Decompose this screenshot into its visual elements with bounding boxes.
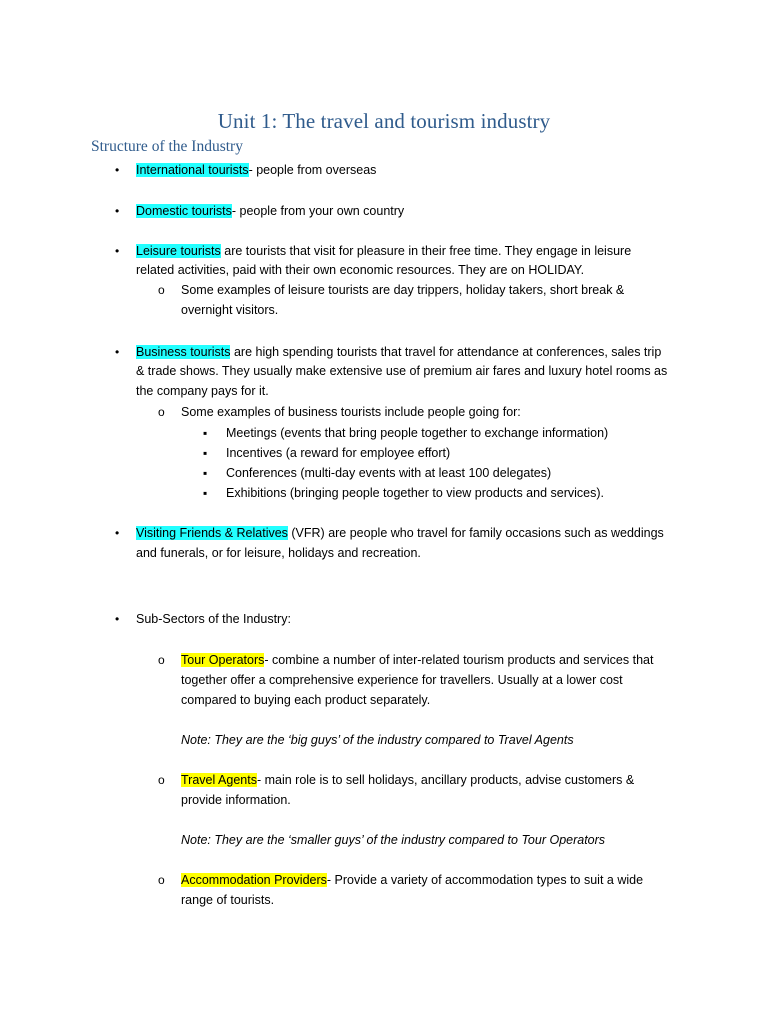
section-heading: Structure of the Industry [91, 138, 243, 155]
item-term: Exhibitions [226, 486, 287, 500]
bullet-marker: • [115, 244, 120, 258]
note-text: Note: They are the ‘big guys’ of the industry compared to Travel Agents [181, 733, 574, 747]
item-text: are high spending tourists that travel for attendance at conferences, sales trip [230, 345, 662, 359]
highlight-term: Domestic tourists [136, 204, 232, 218]
item-text-continued: related activities, paid with their own economic resources. They are on HOLIDAY. [136, 263, 585, 277]
sub-item-accommodation [181, 871, 643, 891]
item-term: Incentives [226, 446, 283, 460]
bullet-marker: • [115, 204, 120, 218]
list-item-meetings [226, 424, 608, 444]
highlight-term: Leisure tourists [136, 244, 221, 258]
sub-item-text-continued: compared to buying each product separately. [181, 693, 431, 707]
list-item-leisure [136, 242, 631, 262]
sub-item-text-continued: together offer a comprehensive experience for travellers. Usually at a lower cost [181, 673, 623, 687]
item-text-continued: & trade shows. They usually make extensive use of premium air fares and luxury hotel rooms as [136, 364, 668, 378]
list-item-business [136, 343, 661, 363]
sub-item-text: Some examples of leisure tourists are day trippers, holiday takers, short break & [181, 283, 625, 297]
square-bullet-marker: ▪ [203, 446, 208, 460]
list-item-conferences [226, 464, 551, 484]
sub-bullet-marker: o [158, 283, 165, 297]
highlight-term: Travel Agents [181, 773, 257, 787]
sub-item-text-continued: provide information. [181, 793, 291, 807]
highlight-term: Visiting Friends & Relatives [136, 526, 288, 540]
item-text: are tourists that visit for pleasure in their free time. They engage in leisure [220, 244, 632, 258]
sub-bullet-marker: o [158, 873, 165, 887]
item-text: (multi-day events with at least 100 delegates) [296, 466, 552, 480]
list-item-vfr [136, 524, 664, 544]
list-item-international [136, 161, 376, 181]
item-term: Meetings [226, 426, 277, 440]
sub-item-travel-agents [181, 771, 634, 791]
square-bullet-marker: ▪ [203, 486, 208, 500]
bullet-marker: • [115, 526, 120, 540]
sub-bullet-marker: o [158, 405, 165, 419]
sub-item-tour-operators [181, 651, 653, 671]
square-bullet-marker: ▪ [203, 426, 208, 440]
item-text: (bringing people together to view products and services). [286, 486, 604, 500]
list-item-incentives [226, 444, 450, 464]
highlight-term: Business tourists [136, 345, 231, 359]
bullet-marker: • [115, 163, 120, 177]
sub-item-text-continued: range of tourists. [181, 893, 275, 907]
item-text-continued: the company pays for it. [136, 384, 269, 398]
item-text: - combine a number of inter-related tourism products and services that [264, 653, 654, 667]
item-term: Conferences [226, 466, 297, 480]
item-text: - main role is to sell holidays, ancillary products, advise customers & [256, 773, 635, 787]
sub-item-text: Some examples of business tourists include people going for: [181, 405, 521, 419]
document-title: Unit 1: The travel and tourism industry [217, 109, 551, 133]
highlight-term: Accommodation Providers [181, 873, 327, 887]
list-item-domestic [136, 202, 404, 222]
bullet-marker: • [115, 612, 120, 626]
item-text: (VFR) are people who travel for family occasions such as weddings [287, 526, 664, 540]
item-text: (events that bring people together to exchange information) [276, 426, 609, 440]
square-bullet-marker: ▪ [203, 466, 208, 480]
list-item-exhibitions [226, 484, 604, 504]
list-item-subsectors: Sub-Sectors of the Industry: [136, 612, 291, 626]
sub-bullet-marker: o [158, 773, 165, 787]
highlight-term: Tour Operators [181, 653, 265, 667]
item-text: (a reward for employee effort) [282, 446, 451, 460]
item-text: - Provide a variety of accommodation types to suit a wide [326, 873, 644, 887]
item-text: - people from your own country [231, 204, 405, 218]
note-text: Note: They are the ‘smaller guys’ of the industry compared to Tour Operators [181, 833, 606, 847]
bullet-marker: • [115, 345, 120, 359]
item-text-continued: and funerals, or for leisure, holidays and recreation. [136, 546, 421, 560]
sub-item-text-continued: overnight visitors. [181, 303, 279, 317]
item-text: - people from overseas [248, 163, 377, 177]
sub-bullet-marker: o [158, 653, 165, 667]
highlight-term: International tourists [136, 163, 249, 177]
